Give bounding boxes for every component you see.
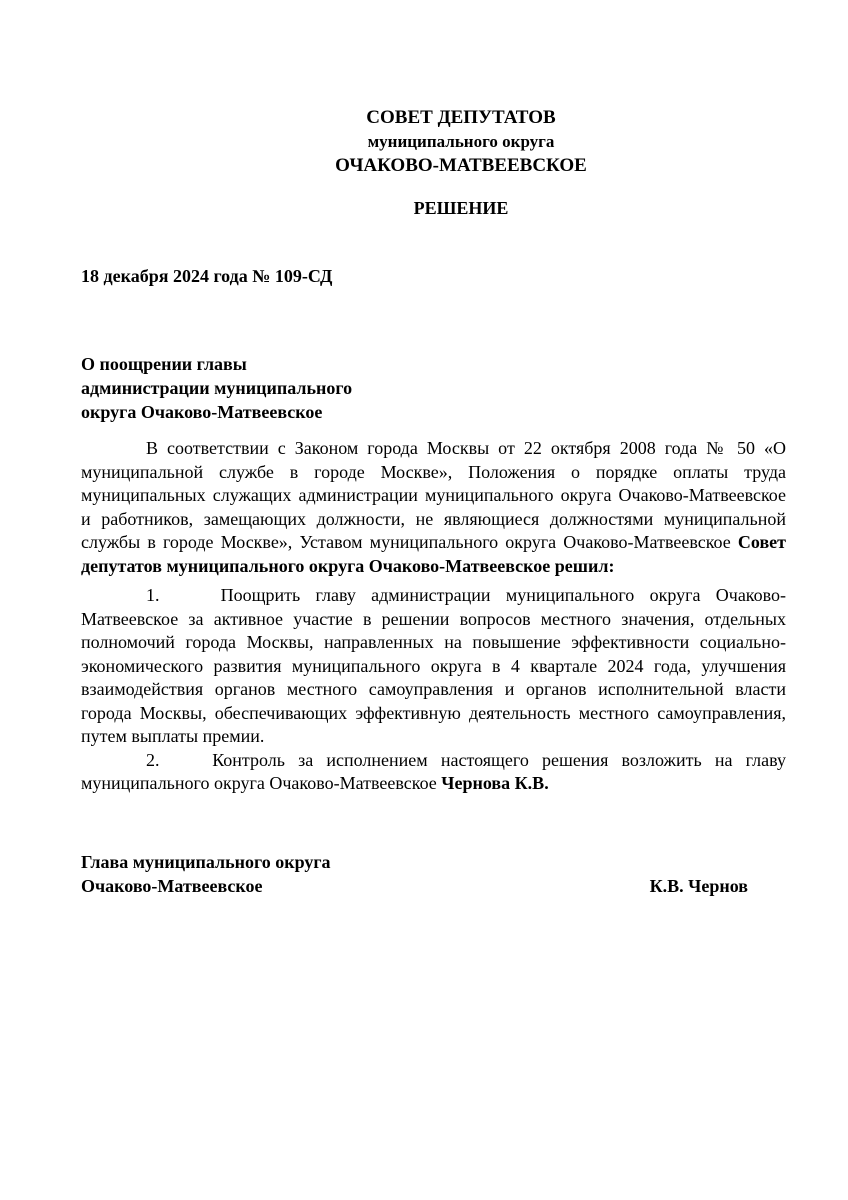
signature-name: К.В. Чернов: [649, 876, 748, 896]
document-body: [81, 437, 786, 796]
preamble-resolution: Совет депутатов муниципального округа Очаково-Матвеевское решил:: [81, 532, 787, 576]
item-1-number: 1.: [146, 585, 160, 605]
header-district-label: муниципального округа: [367, 132, 555, 151]
resolution-item-1: [81, 584, 786, 749]
signature-block: [81, 850, 748, 898]
subject-line-2: администрации муниципального: [81, 378, 353, 398]
signature-title-line-1: Глава муниципального округа: [81, 852, 331, 872]
item-1-text: Поощрить главу администрации муниципального округа Очаково-Матвеевское за активное участие в решении вопросов местного значения, отдельных полномочий города Москвы, направленных на повышение эффективности социально-экономического развития муниципального округа в 4 квартале 2024 года, улучшения взаимодействия органов местного самоуправления и органов исполнительной власти города Москвы, обеспечивающих эффективную деятельность местного самоуправления, путем выплаты премии.: [81, 585, 787, 746]
signature-title-line-2: Очаково-Матвеевское: [81, 876, 263, 896]
date-and-number: 18 декабря 2024 года № 109-СД: [81, 266, 333, 286]
item-2-person: Чернова К.В.: [441, 773, 549, 793]
item-2-text: Контроль за исполнением настоящего решения возложить на главу муниципального округа Очаково-Матвеевское: [81, 749, 786, 793]
document-header: [0, 106, 848, 178]
document-type: РЕШЕНИЕ: [413, 198, 509, 218]
item-2-number: 2.: [146, 749, 160, 770]
subject-line-1: О поощрении главы: [81, 354, 247, 374]
header-council-title: СОВЕТ ДЕПУТАТОВ: [366, 107, 556, 128]
resolution-item-2: [81, 749, 786, 796]
preamble-text: В соответствии с Законом города Москвы от 22 октября 2008 года № 50 «О муниципальной службе в городе Москве», Положения о порядке оплаты труда муниципальных служащих администрации муниципального округа Очаково-Матвеевское и работников, замещающих должности, не являющиеся должностями муниципальной службы в городе Москве», Уставом муниципального округа Очаково-Матвеевское: [81, 438, 786, 552]
header-district-name: ОЧАКОВО-МАТВЕЕВСКОЕ: [335, 155, 587, 176]
preamble-paragraph: [81, 437, 786, 578]
document-subject: [81, 352, 352, 424]
subject-line-3: округа Очаково-Матвеевское: [81, 402, 323, 422]
